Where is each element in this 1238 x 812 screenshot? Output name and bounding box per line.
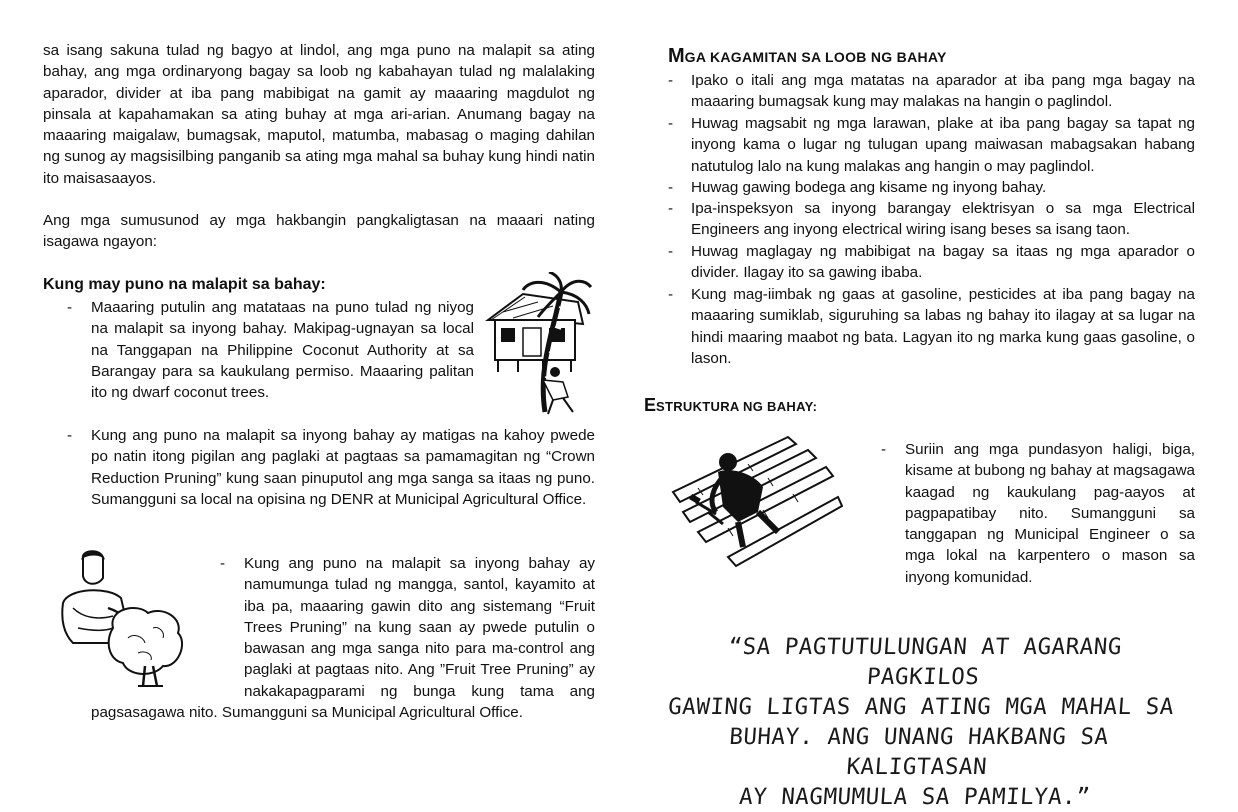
- left-column: [0, 0, 620, 801]
- wrap-spacer: [91, 553, 244, 702]
- bullet-dash: -: [668, 200, 674, 217]
- bullet-text: Kung ang puno na malapit sa inyong bahay ay matigas na kahoy pwede po natin itong pigilan ang paglaki at pagtaas sa pamamagitan ng “Crown Reduction Pruning” kung saan pinuputol ang mga sanga sa itaas ng puno. Sumangguni sa local na opisina ng DENR at Municipal Agricultural Office.: [91, 427, 595, 508]
- items-heading-rest: GA KAGAMITAN SA LOOB NG BAHAY: [684, 49, 947, 65]
- tree-heading: Kung may puno na malapit sa bahay:: [43, 276, 326, 293]
- closing-quote: [659, 632, 1182, 812]
- bullet-dash: -: [668, 243, 674, 260]
- bullet-text: Kung mag-iimbak ng gaas at gasoline, pesticides at iba pang bagay na maaaring sumiklab, siguruhing sa labas ng bahay ito ilagay at sa lugar na hindi maaring maabot ng bata. Lagyan ito ng marka kung gaas gasoline, o lason.: [691, 286, 1195, 367]
- structure-heading-rest: STRUKTURA NG BAHAY:: [656, 399, 818, 414]
- steps-intro: Ang mga sumusunod ay mga hakbangin pangkaligtasan na maaari nating isagawa ngayon:: [43, 212, 595, 251]
- bullet-text: Huwag maglagay ng mabibigat na bagay sa itaas ng mga aparador o divider. Ilagay ito sa gawing ibaba.: [691, 243, 1195, 282]
- bullet-dash: -: [881, 441, 887, 458]
- bullet-text: Huwag gawing bodega ang kisame ng inyong bahay.: [691, 179, 1047, 196]
- carpenter-on-roof-illustration: [668, 432, 843, 572]
- bullet-dash: -: [220, 555, 226, 572]
- house-with-coconut-tree-illustration: [483, 272, 593, 417]
- bullet-dash: -: [67, 299, 73, 316]
- structure-heading-first: E: [644, 395, 657, 415]
- bullet-dash: -: [668, 115, 674, 132]
- structure-heading: [644, 395, 817, 417]
- bullet-text: Kung ang puno na malapit sa inyong bahay ay namumunga tulad ng mangga, santol, kayamito at iba pa, maaaring gawin dito ang sistemang “Fruit Trees Pruning” na kung saan ay pwede putulin o bawasan ang mga sanga nito para ma-control ang paglaki at pagtaas nito. Ang ”Fruit Tree Pruning” ay nakakapagparami ng bunga kung tama ang pagsasagawa nito. Sumangguni sa Municipal Agricultural Office.: [91, 555, 595, 722]
- items-heading-first: M: [668, 45, 685, 67]
- bullet-dash: -: [668, 286, 674, 303]
- bullet-text: Huwag magsabit ng mga larawan, plake at iba pang bagay sa tapat ng inyong kama o lugar ng tulugan upang maiwasan mabagsakan habang natutulog lalo na kung malakas ang hangin o may paglindol.: [691, 115, 1195, 175]
- bullet-text: Maaaring putulin ang matataas na puno tulad ng niyog na malapit sa inyong bahay. Makipag-ugnayan sa local na Tanggapan na Philippine Coconut Authority at sa Barangay para sa kaukulang permiso. Maaaring palitan ito ng dwarf coconut trees.: [91, 299, 474, 402]
- quote-line-2: GAWING LIGTAS ANG ATING MGA MAHAL SA: [667, 694, 1175, 720]
- bullet-dash: -: [668, 72, 674, 89]
- intro-paragraph: sa isang sakuna tulad ng bagyo at lindol, ang mga puno na malapit sa ating bahay, ang mga ordinaryong bagay sa loob ng kabahayan tulad ng malalaking aparador, divider at iba pang mabibigat na gamit ay maaaring magdulot ng pinsala at kapahamakan sa ating buhay at mga ari-arian. Anumang bagay na maaaring maigalaw, bumagsak, maputol, matumba, mabasag o maging dahilan ng sunog ay magsisilbing panganib sa ating mga mahal sa buhay kung hindi natin ito maisasaayos.: [43, 42, 595, 187]
- bullet-text: Ipa-inspeksyon sa inyong barangay elektrisyan o sa mga Electrical Engineers ang inyong electrical wiring isang beses sa isang taon.: [691, 200, 1195, 239]
- bullet-dash: -: [67, 427, 73, 444]
- quote-line-4: AY NAGMUMULA SA PAMILYA.”: [738, 784, 1092, 810]
- quote-line-1: “SA PAGTUTULUNGAN AT AGARANG PAGKILOS: [727, 634, 1123, 690]
- quote-line-3: BUHAY. ANG UNANG HAKBANG SA KALIGTASAN: [728, 724, 1110, 780]
- tree-bullet-3-text: [91, 553, 595, 723]
- items-heading: [668, 46, 947, 68]
- bullet-dash: -: [668, 179, 674, 196]
- bullet-text: Suriin ang mga pundasyon haligi, biga, kisame at bubong ng bahay at magsagawa kaagad ng kaukulang pag-aayos at pagpapatibay nito. Sumangguni sa tanggapan ng Municipal Engineer o sa mga lokal na karpentero o mason sa inyong komunidad.: [905, 441, 1195, 586]
- bullet-text: Ipako o itali ang mga matatas na aparador at iba pang mga bagay na maaaring bumagsak kung may malakas na hangin o paglindol.: [691, 72, 1195, 111]
